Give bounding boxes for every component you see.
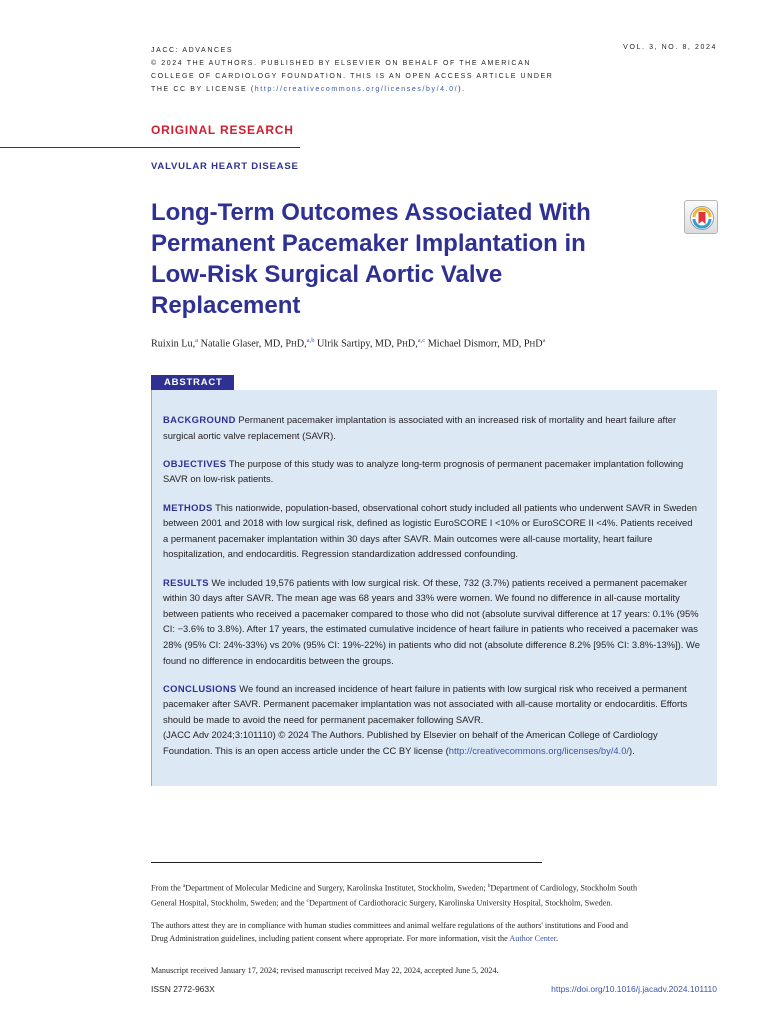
affil-sup: c bbox=[306, 897, 309, 904]
author-affiliation-sup[interactable]: a bbox=[542, 337, 546, 344]
methods-label: METHODS bbox=[163, 501, 213, 513]
author-name: Michael Dismorr, MD, P bbox=[427, 338, 530, 350]
article-type-rule bbox=[0, 147, 300, 148]
doi-link[interactable]: https://doi.org/10.1016/j.jacadv.2024.101110 bbox=[551, 984, 717, 994]
abstract-objectives bbox=[163, 456, 700, 487]
background-label: BACKGROUND bbox=[163, 414, 236, 425]
affil-sup: a bbox=[182, 883, 186, 889]
author-list bbox=[151, 337, 546, 349]
author-name: Ruixin Lu, bbox=[151, 338, 196, 350]
compliance-text: The authors attest they are in compliance with human studies committees and animal welfare regulations of the authors' institutions and Food and Drug Administration guidelines, including patient consent where appropriate. For more information, visit the bbox=[151, 921, 628, 943]
copyright-line-2: COLLEGE OF CARDIOLOGY FOUNDATION. THIS IS AN OPEN ACCESS ARTICLE UNDER bbox=[151, 73, 554, 80]
compliance-footnote bbox=[151, 919, 641, 945]
license-suffix: ). bbox=[458, 86, 466, 93]
author-affiliation-sup[interactable]: a,c bbox=[417, 337, 426, 344]
objectives-text: The purpose of this study was to analyze long-term prognosis of permanent pacemaker implantation following SAVR on low-risk patients. bbox=[163, 457, 684, 485]
journal-name: JACC: ADVANCES bbox=[151, 47, 234, 54]
affil-prefix: From the bbox=[151, 883, 183, 893]
citation-license-link[interactable]: http://creativecommons.org/licenses/by/4.0/ bbox=[448, 745, 630, 757]
affiliations-footnote bbox=[151, 880, 641, 909]
topic-label: VALVULAR HEART DISEASE bbox=[151, 161, 299, 172]
author-affiliation-sup[interactable]: a,b bbox=[306, 337, 315, 344]
abstract-conclusions bbox=[163, 681, 700, 759]
issn: ISSN 2772-963X bbox=[151, 984, 215, 994]
degree-end: D bbox=[535, 338, 543, 350]
compliance-end: . bbox=[555, 934, 559, 943]
abstract-background bbox=[163, 412, 700, 443]
degree-smallcaps: H bbox=[402, 339, 408, 349]
objectives-label: OBJECTIVES bbox=[163, 457, 227, 469]
background-text: Permanent pacemaker implantation is associated with an increased risk of mortality and heart failure after surgical aortic valve replacement (SAVR). bbox=[163, 414, 677, 441]
abstract-box bbox=[152, 390, 717, 786]
affil-sup: b bbox=[487, 883, 491, 889]
author-affiliation-sup[interactable]: a bbox=[195, 337, 199, 344]
author-center-link[interactable]: Author Center bbox=[509, 934, 556, 943]
conclusions-text: We found an increased incidence of heart failure in patients with low surgical risk who received a permanent pacemaker after SAVR. Permanent pacemaker implantation was not associated with all-cause mortality or endocarditis. Efforts should be made to avoid the need for permanent pacemaker following SAVR. bbox=[163, 682, 688, 725]
citation-text: (JACC Adv 2024;3:101110) © 2024 The Authors. Published by Elsevier on behalf of the American College of Cardiology Foundation. This is an open access article under the CC BY license ( bbox=[163, 729, 658, 757]
running-header bbox=[151, 44, 553, 96]
abstract-methods bbox=[163, 500, 700, 562]
abstract-tab: ABSTRACT bbox=[151, 375, 234, 390]
degree-end: D, bbox=[296, 338, 307, 350]
manuscript-dates: Manuscript received January 17, 2024; revised manuscript received May 22, 2024, accepted June 5, 2024. bbox=[151, 966, 499, 975]
license-prefix: THE CC BY LICENSE ( bbox=[151, 86, 255, 93]
crossmark-icon bbox=[689, 205, 715, 231]
affil-text: Department of Cardiology, Stockholm South General Hospital, Stockholm, Sweden; and the bbox=[151, 883, 638, 908]
author-name: Natalie Glaser, MD, P bbox=[200, 338, 292, 350]
author-name: Ulrik Sartipy, MD, P bbox=[317, 338, 403, 350]
degree-smallcaps: H bbox=[529, 339, 536, 349]
affil-text: Department of Molecular Medicine and Surgery, Karolinska Institutet, Stockholm, Sweden; bbox=[185, 883, 488, 893]
methods-text: This nationwide, population-based, observational cohort study included all patients who underwent SAVR in Sweden between 2001 and 2018 with low surgical risk, defined as logistic EuroSCORE I <10% or EuroSCORE II <4%. Patients received a permanent pacemaker implantation within 30 days after SAVR. Main outcomes were all-cause mortality, heart failure hospitalization, and endocarditis. Regression standardization addressed confounding. bbox=[163, 501, 698, 560]
conclusions-label: CONCLUSIONS bbox=[163, 682, 237, 694]
license-line bbox=[151, 83, 553, 96]
footnote-rule bbox=[151, 862, 542, 863]
license-link[interactable]: http://creativecommons.org/licenses/by/4.0/ bbox=[254, 86, 459, 93]
degree-end: D, bbox=[407, 338, 418, 350]
citation-end: ). bbox=[629, 745, 635, 757]
abstract-results bbox=[163, 575, 700, 669]
affil-text: Department of Cardiothoracic Surgery, Karolinska University Hospital, Stockholm, Sweden. bbox=[308, 898, 613, 908]
article-type: ORIGINAL RESEARCH bbox=[151, 123, 294, 137]
results-label: RESULTS bbox=[163, 576, 209, 588]
volume-info: VOL. 3, NO. 8, 2024 bbox=[623, 44, 717, 51]
copyright-line: © 2024 THE AUTHORS. PUBLISHED BY ELSEVIER ON BEHALF OF THE AMERICAN bbox=[151, 60, 531, 67]
crossmark-badge[interactable] bbox=[684, 200, 718, 234]
results-text: We included 19,576 patients with low surgical risk. Of these, 732 (3.7%) patients received a permanent pacemaker within 30 days after SAVR. The mean age was 68 years and 33% were women. We found no difference in all-cause mortality between patients who received a pacemaker compared to those who did not (absolute survival difference at 17 years: 0.1% (95% CI: −3.6% to 3.8%). After 17 years, the estimated cumulative incidence of heart failure in patients who received a pacemaker was 28% (95% CI: 24%-33%) vs 20% (95% CI: 19%-22%) in patients who did not (absolute difference 8.2% [95% CI: 3.8%-13%]). We found no difference in endocarditis between the groups. bbox=[163, 576, 700, 666]
degree-smallcaps: H bbox=[291, 339, 297, 349]
article-title: Long-Term Outcomes Associated With Permanent Pacemaker Implantation in Low-Risk Surgical Aortic Valve Replacement bbox=[151, 199, 591, 319]
